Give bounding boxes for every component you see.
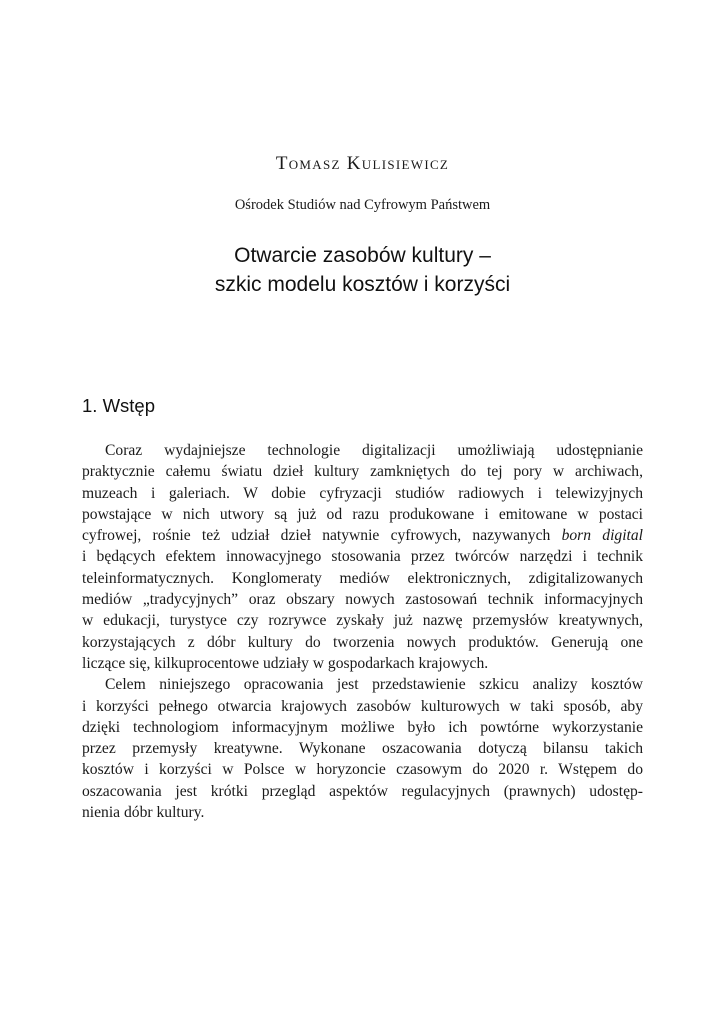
body-line: teleinformatycznych. Konglomeraty mediów elektronicznych, zdigitalizowanych	[82, 569, 643, 587]
body-text	[82, 440, 643, 823]
body-line: Coraz wydajniejsze technologie digitalizacji umożliwiają udostępnianie	[105, 442, 643, 459]
body-line-with-emphasis	[82, 525, 643, 546]
body-line: w edukacji, turystyce czy rozrywce zyskały już nazwę przemysłów kreatywnych,	[82, 612, 643, 630]
body-line: i będących efektem innowacyjnego stosowania przez twórców narzędzi i technik	[82, 548, 643, 566]
paragraph-1	[82, 440, 643, 674]
body-line: Celem niniejszego opracowania jest przedstawienie szkicu analizy kosztów	[105, 676, 643, 694]
body-line: dzięki technologiom informacyjnym możliwe było ich powtórne wykorzystanie	[82, 718, 643, 736]
body-line: oszacowania jest krótki przegląd aspektów regulacyjnych (prawnych) udostęp-	[82, 782, 643, 800]
body-line-text: cyfrowej, rośnie też udział dzieł natywnie cyfrowych, nazywanych	[82, 527, 551, 545]
body-line: liczące się, kilkuprocentowe udziały w gospodarkach krajowych.	[82, 654, 489, 672]
emphasized-term: born digital	[561, 527, 643, 545]
author-name: Tomasz Kulisiewicz	[275, 153, 450, 174]
paper-title	[0, 241, 725, 299]
body-line: mediów „tradycyjnych” oraz obszary nowych zastosowań technik informacyjnych	[82, 591, 643, 609]
body-line: muzeach i galeriach. W dobie cyfryzacji studiów radiowych i telewizyjnych	[82, 484, 643, 502]
body-line: korzystających z dóbr kultury do tworzenia nowych produktów. Generują one	[82, 633, 643, 651]
section-heading: 1. Wstęp	[82, 395, 155, 416]
body-line: i korzyści pełnego otwarcia krajowych zasobów kulturowych w taki sposób, aby	[82, 697, 643, 715]
body-line: kosztów i korzyści w Polsce w horyzoncie czasowym do 2020 r. Wstępem do	[82, 761, 643, 779]
paper-title-line-2: szkic modelu kosztów i korzyści	[214, 273, 511, 296]
body-line: przez przemysły kreatywne. Wykonane oszacowania dotyczą bilansu takich	[82, 740, 643, 758]
body-line: nienia dóbr kultury.	[82, 804, 205, 822]
author-affiliation: Ośrodek Studiów nad Cyfrowym Państwem	[234, 197, 491, 213]
paragraph-2	[82, 674, 643, 823]
paper-title-line-1: Otwarcie zasobów kultury –	[234, 244, 491, 267]
body-line: praktycznie całemu światu dzieł kultury zamkniętych do tej pory w archiwach,	[82, 463, 643, 481]
body-line: powstające w nich utwory są już od razu produkowane i emitowane w postaci	[82, 505, 643, 523]
